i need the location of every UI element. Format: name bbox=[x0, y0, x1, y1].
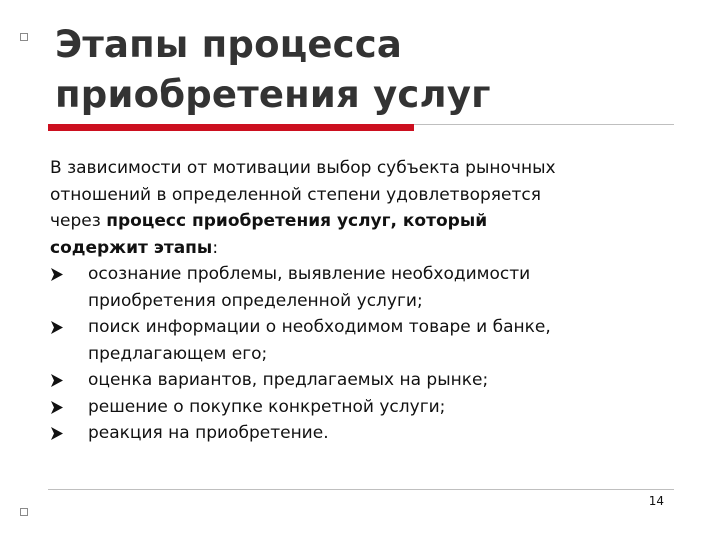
stage-text: предлагающем его; bbox=[88, 343, 268, 364]
page-number: 14 bbox=[648, 494, 664, 508]
title-line: Этапы процесса bbox=[55, 23, 403, 66]
intro-paragraph bbox=[50, 155, 690, 261]
intro-text: через bbox=[50, 211, 107, 231]
title-divider bbox=[414, 124, 674, 125]
stage-item bbox=[50, 261, 690, 314]
title-accent-bar bbox=[48, 124, 414, 131]
stage-item bbox=[50, 394, 690, 421]
corner-square-icon bbox=[20, 508, 28, 516]
stage-item bbox=[50, 314, 690, 367]
slide-body bbox=[50, 155, 690, 447]
arrow-bullet-icon bbox=[50, 373, 64, 388]
intro-bold-text: содержит этапы bbox=[50, 237, 213, 258]
stage-text: решение о покупке конкретной услуги; bbox=[88, 396, 446, 417]
intro-bold-text: процесс приобретения услуг, который bbox=[106, 211, 488, 231]
slide-title bbox=[55, 20, 695, 120]
intro-line bbox=[50, 235, 690, 262]
intro-line bbox=[50, 208, 690, 235]
arrow-bullet-icon bbox=[50, 320, 64, 335]
stage-item bbox=[50, 420, 690, 447]
stages-list bbox=[50, 261, 690, 447]
arrow-bullet-icon bbox=[50, 400, 64, 415]
intro-line: отношений в определенной степени удовлетворяется bbox=[50, 184, 541, 205]
stage-text: осознание проблемы, выявление необходимости bbox=[88, 264, 531, 284]
stage-text: оценка вариантов, предлагаемых на рынке; bbox=[88, 370, 489, 390]
arrow-bullet-icon bbox=[50, 426, 64, 441]
stage-text: приобретения определенной услуги; bbox=[88, 290, 423, 311]
stage-item bbox=[50, 367, 690, 394]
intro-line: В зависимости от мотивации выбор субъекта рыночных bbox=[50, 158, 556, 178]
stage-text: реакция на приобретение. bbox=[88, 423, 329, 443]
corner-square-icon bbox=[20, 33, 28, 41]
arrow-bullet-icon bbox=[50, 267, 64, 282]
footer-divider bbox=[48, 489, 674, 490]
intro-text: : bbox=[212, 237, 219, 258]
stage-text: поиск информации о необходимом товаре и банке, bbox=[88, 317, 551, 337]
title-line: приобретения услуг bbox=[55, 73, 491, 116]
